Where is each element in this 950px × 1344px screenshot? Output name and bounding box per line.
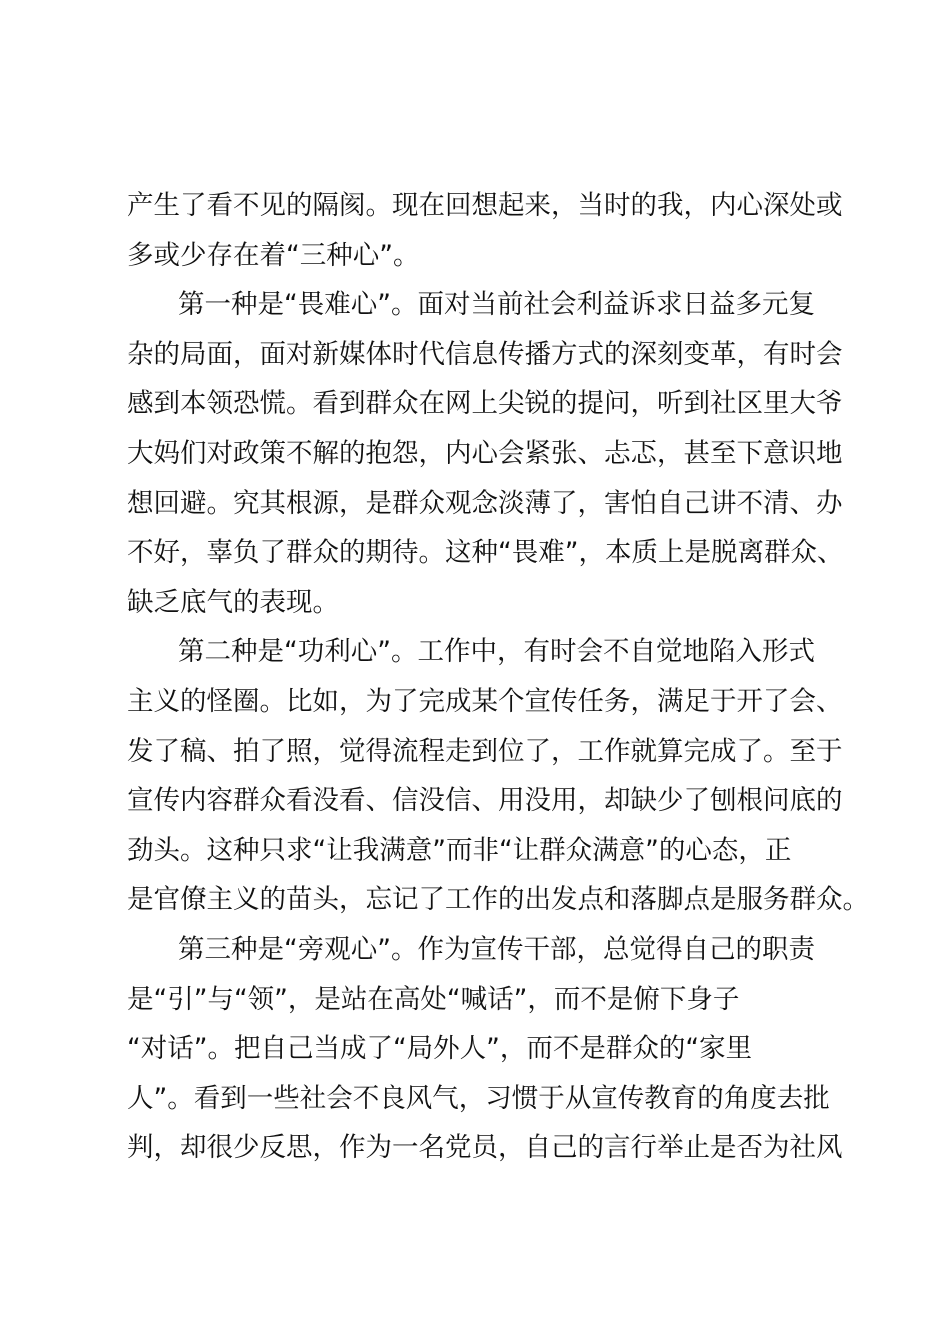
text-line: 发了稿、拍了照，觉得流程走到位了，工作就算完成了。至于 bbox=[127, 735, 843, 767]
text-line: “对话”。把自己当成了“局外人”，而不是群众的“家里 bbox=[127, 1033, 753, 1065]
text-line: 产生了看不见的隔阂。现在回想起来，当时的我，内心深处或 bbox=[127, 190, 843, 221]
text-line: 人”。看到一些社会不良风气，习惯于从宣传教育的角度去批 bbox=[127, 1082, 830, 1114]
text-line: 不好，辜负了群众的期待。这种“畏难”，本质上是脱离群众、 bbox=[127, 537, 844, 569]
text-line: 多或少存在着“三种心”。 bbox=[127, 239, 420, 271]
text-line: 感到本领恐慌。看到群众在网上尖锐的提问，听到社区里大爷 bbox=[127, 388, 843, 420]
text-line: 是“引”与“领”，是站在高处“喊话”，而不是俯下身子 bbox=[127, 983, 740, 1015]
body-text bbox=[127, 181, 869, 1173]
text-line: 缺乏底气的表现。 bbox=[127, 586, 339, 618]
text-line: 杂的局面，面对新媒体时代信息传播方式的深刻变革，有时会 bbox=[127, 338, 843, 370]
text-line: 主义的怪圈。比如，为了完成某个宣传任务，满足于开了会、 bbox=[127, 685, 843, 717]
text-line: 判，却很少反思，作为一名党员，自己的言行举止是否为社风 bbox=[127, 1132, 843, 1164]
text-line: 大妈们对政策不解的抱怨，内心会紧张、忐忑，甚至下意识地 bbox=[127, 437, 843, 469]
text-line: 是官僚主义的苗头，忘记了工作的出发点和落脚点是服务群众。 bbox=[127, 884, 869, 916]
text-line: 劲头。这种只求“让我满意”而非“让群众满意”的心态，正 bbox=[127, 834, 792, 866]
paragraph-first-line: 第三种是“旁观心”。作为宣传干部，总觉得自己的职责 bbox=[178, 933, 815, 965]
paragraph-first-line: 第二种是“功利心”。工作中，有时会不自觉地陷入形式 bbox=[178, 636, 815, 668]
text-line: 想回避。究其根源，是群众观念淡薄了，害怕自己讲不清、办 bbox=[127, 487, 843, 519]
text-line: 宣传内容群众看没看、信没信、用没用，却缺少了刨根问底的 bbox=[127, 785, 843, 817]
paragraph-first-line: 第一种是“畏难心”。面对当前社会利益诉求日益多元复 bbox=[178, 289, 815, 321]
